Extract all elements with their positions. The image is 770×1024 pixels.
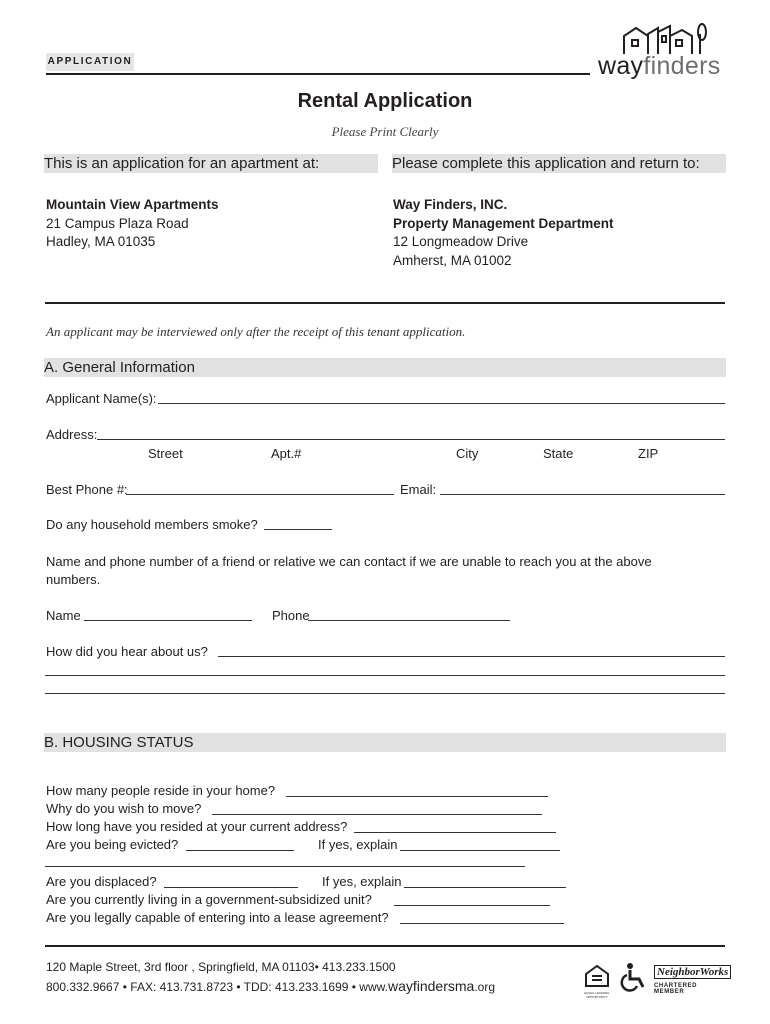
- return-department: Property Management Department: [393, 215, 614, 231]
- houses-icon: [596, 22, 728, 56]
- move-reason-field[interactable]: [212, 814, 542, 815]
- section-a-heading: A. General Information: [44, 358, 726, 377]
- header-rule: [46, 73, 590, 75]
- smoke-label: Do any household members smoke?: [46, 517, 258, 532]
- footer-address: 120 Maple Street, 3rd floor , Springfield, MA 01103• 413.233.1500: [46, 960, 396, 974]
- footer-phones: 800.332.9667 • FAX: 413.731.8723 • TDD: 413.233.1699 • www.: [46, 980, 388, 994]
- street-caption: Street: [148, 446, 183, 461]
- evicted-explain-field-2[interactable]: [45, 866, 525, 867]
- footer-rule: [45, 945, 725, 947]
- return-city: Amherst, MA 01002: [393, 252, 512, 268]
- neighborworks-brand: NeighborWorks: [654, 965, 731, 979]
- apartment-street: 21 Campus Plaza Road: [46, 215, 189, 231]
- address-field[interactable]: [97, 439, 725, 440]
- logo-way: way: [598, 52, 644, 80]
- zip-caption: ZIP: [638, 446, 659, 461]
- hear-about-label: How did you hear about us?: [46, 644, 208, 659]
- subsidized-field[interactable]: [394, 905, 550, 906]
- lease-capable-field[interactable]: [400, 923, 564, 924]
- residence-length-label: How long have you resided at your current address?: [46, 819, 348, 834]
- city-caption: City: [456, 446, 479, 461]
- interview-note: An applicant may be interviewed only after the receipt of this tenant application.: [46, 324, 466, 339]
- lease-capable-label: Are you legally capable of entering into a lease agreement?: [46, 910, 389, 925]
- apartment-box-heading: This is an application for an apartment at:: [44, 154, 378, 173]
- section-divider: [45, 302, 725, 304]
- neighborworks-sub: CHARTERED MEMBER: [654, 983, 698, 995]
- reside-field[interactable]: [286, 796, 548, 797]
- contact-question-line2: numbers.: [46, 572, 101, 587]
- evicted-explain-label: If yes, explain: [318, 837, 398, 852]
- contact-question-line1: Name and phone number of a friend or relative we can contact if we are unable to reach you at the above: [46, 554, 652, 569]
- equal-housing-icon: [583, 962, 611, 992]
- move-reason-label: Why do you wish to move?: [46, 801, 202, 816]
- contact-name-label: Name: [46, 608, 81, 623]
- return-street: 12 Longmeadow Drive: [393, 234, 529, 249]
- evicted-explain-field[interactable]: [400, 850, 560, 851]
- evicted-label: Are you being evicted?: [46, 837, 179, 852]
- phone-field[interactable]: [126, 494, 394, 495]
- footer-domain: .org: [474, 980, 496, 994]
- evicted-field[interactable]: [186, 850, 294, 851]
- address-label: Address:: [46, 427, 98, 442]
- return-box-heading: Please complete this application and return to:: [392, 154, 726, 173]
- subsidized-label: Are you currently living in a government-subsidized unit?: [46, 892, 372, 907]
- apartment-name: Mountain View Apartments: [46, 197, 219, 212]
- applicant-name-label: Applicant Name(s):: [46, 391, 157, 406]
- footer-brand: wayfindersma: [387, 978, 475, 994]
- page-title: Rental Application: [297, 90, 473, 112]
- displaced-explain-label: If yes, explain: [322, 874, 402, 889]
- contact-name-field[interactable]: [84, 620, 252, 621]
- wayfinders-logo: [596, 22, 728, 82]
- return-company: Way Finders, INC.: [393, 197, 508, 212]
- page-subtitle: Please Print Clearly: [331, 124, 439, 139]
- logo-finders: finders: [643, 52, 721, 80]
- reside-label: How many people reside in your home?: [46, 783, 276, 798]
- phone-label: Best Phone #:: [46, 482, 128, 497]
- displaced-field[interactable]: [164, 887, 298, 888]
- email-label: Email:: [400, 482, 437, 497]
- smoke-field[interactable]: [264, 529, 332, 530]
- accessibility-icon: [620, 962, 648, 992]
- hear-about-field-2[interactable]: [45, 675, 725, 676]
- displaced-label: Are you displaced?: [46, 874, 157, 889]
- equal-housing-caption: EQUAL HOUSING OPPORTUNITY: [584, 991, 610, 999]
- displaced-explain-field[interactable]: [404, 887, 566, 888]
- residence-length-field[interactable]: [354, 832, 556, 833]
- application-tag: APPLICATION: [46, 53, 134, 71]
- apartment-city: Hadley, MA 01035: [46, 234, 156, 249]
- contact-phone-label: Phone: [272, 608, 310, 623]
- neighborworks-logo: [654, 962, 729, 995]
- footer-contact: [46, 977, 495, 997]
- applicant-name-field[interactable]: [158, 403, 725, 404]
- hear-about-field[interactable]: [218, 656, 725, 657]
- hear-about-field-3[interactable]: [45, 693, 725, 694]
- email-field[interactable]: [440, 494, 725, 495]
- apt-caption: Apt.#: [271, 446, 302, 461]
- contact-phone-field[interactable]: [308, 620, 510, 621]
- section-b-heading: B. HOUSING STATUS: [44, 733, 726, 752]
- state-caption: State: [543, 446, 574, 461]
